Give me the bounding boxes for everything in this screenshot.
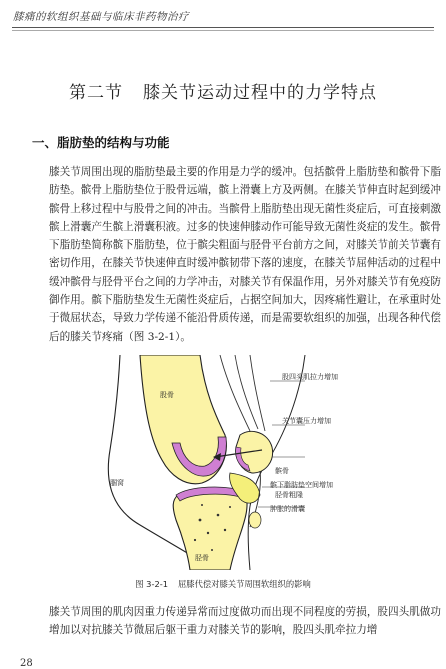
figure-caption-number: 图 3-2-1 xyxy=(135,579,168,589)
label-popliteal: 腘窝 xyxy=(110,479,124,487)
label-quad-tension: 股四头肌拉力增加 xyxy=(282,373,338,381)
header-rule-secondary xyxy=(12,30,434,31)
running-head: 膝痛的软组织基础与临床非药物治疗 xyxy=(13,11,189,23)
label-tendon-pull: 胫骨粗隆 xyxy=(275,491,303,499)
body-paragraph-1: 膝关节周围出现的脂肪垫最主要的作用是力学的缓冲。包括髌骨上脂肪垫和髌骨下脂肪垫。髌骨上脂肪垫位于股骨远端，髌上滑囊上方及两侧。在膝关节伸直时起到缓冲髌骨上移过程中与股骨之间的冲击。当髌骨上脂肪垫出现无菌性炎症后，可直接刺激髌上滑囊产生髌上滑囊积液。过多的快速伸膝动作可能导致无菌性炎症的发生。髌骨下脂肪垫简称髌下脂肪垫，位于髌尖粗面与胫骨平台前方之间，对膝关节前关节囊有密切作用，在膝关节快速伸直时缓冲髌韧带下落的速度，在膝关节屈伸活动的过程中缓冲髌骨与胫骨平台之间的力学冲击，对膝关节有保温作用，另外对膝关节有免疫防御作用。髌下脂肪垫发生无菌性炎症后，占据空间加大，因疼痛性避让，在承重时处于微屈状态，导致力学传递不能沿骨质传递，而是需要软组织的加强，出现各种代偿后的膝关节疼痛（图 3-2-1）。 xyxy=(49,166,441,343)
label-capsule-pressure: 关节囊压力增加 xyxy=(282,417,331,425)
figure-caption xyxy=(0,578,446,590)
chapter-number: 第二节 xyxy=(69,83,123,103)
section-heading: 一、脂肪垫的结构与功能 xyxy=(32,135,170,150)
swollen-bursa xyxy=(249,512,261,528)
label-patella: 髌骨 xyxy=(275,467,289,475)
page-number: 28 xyxy=(20,658,33,669)
patella-bone xyxy=(236,431,273,473)
tibia-bone xyxy=(173,488,247,570)
header-rule xyxy=(12,27,434,28)
quadriceps-tendon xyxy=(220,355,250,431)
chapter-title xyxy=(0,78,446,103)
label-fat-pad-space: 髌下脂肪垫空间增加 xyxy=(270,481,333,489)
quadriceps-tendon-3 xyxy=(250,355,265,431)
knee-anatomy-figure xyxy=(100,355,370,570)
body-paragraph-2: 膝关节周围的肌肉因重力传递异常而过度做功而出现不同程度的劳损，股四头肌做功增加以对抗膝关节微屈后躯干重力对膝关节的影响，股四头肌牵拉力增 xyxy=(49,606,441,637)
label-femur: 股骨 xyxy=(160,391,174,399)
label-swollen-bursa: 肿胀的滑囊 xyxy=(270,505,305,513)
label-tibia: 胫骨 xyxy=(195,554,209,562)
figure-caption-text: 屈膝代偿对膝关节周围软组织的影响 xyxy=(178,579,311,589)
quadriceps-tendon-2 xyxy=(235,355,258,429)
chapter-title-text: 膝关节运动过程中的力学特点 xyxy=(143,83,377,103)
